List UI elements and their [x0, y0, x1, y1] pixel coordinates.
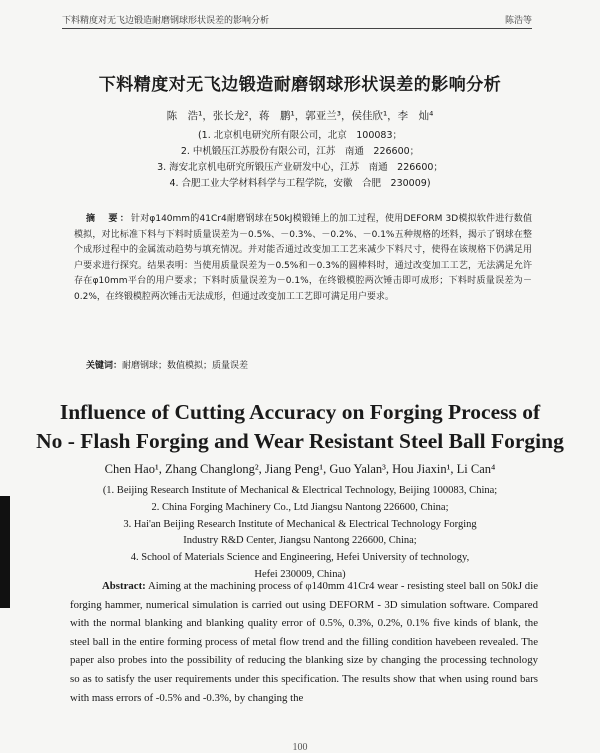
- english-title: [0, 398, 600, 456]
- chinese-affiliation-line: (1. 北京机电研究所有限公司，北京 100083；: [197, 130, 403, 141]
- chinese-affiliations: [0, 128, 600, 192]
- running-header: [62, 10, 532, 29]
- running-header-authors: 陈浩等: [504, 16, 532, 26]
- chinese-abstract: [74, 212, 532, 306]
- english-affiliations: [0, 483, 600, 584]
- english-authors: Chen Hao¹, Zhang Changlong², Jiang Peng¹, Guo Yalan³, Hou Jiaxin¹, Li Can⁴: [104, 462, 496, 476]
- english-affiliation-line: Industry R&D Center, Jiangsu Nantong 226600, China;: [183, 535, 417, 547]
- chinese-keywords: [86, 358, 526, 371]
- scan-edge-shadow: [0, 496, 10, 608]
- english-affiliation-line: 3. Hai'an Beijing Research Institute of Mechanical & Electrical Technology Forging: [123, 518, 477, 530]
- english-abstract-text: Aiming at the machining process of φ140mm 41Cr4 wear - resisting steel ball on 50kJ die forging hammer, numerical simulation is carried out using DEFORM - 3D simulation software. Compared with the normal blanking and blanking quality error of 0.5%, 0.3%, 0.2%, 0.1% five kinds of blank, the steel ball in the entire forming process of metal flow trend and the filling condition havebeen revealed. The paper also probes into the possibility of reducing the blanking size by changing the processing technology so as to satisfy the user requirements under this specification. The results show that when using round bars with mass errors of -0.5% and -0.3%, by changing the: [70, 580, 538, 704]
- chinese-abstract-text: 针对φ140mm的41Cr4耐磨钢球在50kJ模锻锤上的加工过程，使用DEFORM 3D模拟软件进行数值模拟，对比标准下料与下料时质量误差为－0.5%、－0.3%、－0.2%、－0.1%五种规格的坯料，揭示了钢球在整个成形过程中的金属流动趋势与填充情况。并对能否通过改变加工工艺来减少下料尺寸，使得在该规格下仍满足用户要求进行探究。结果表明：当使用质量误差为－0.5%和－0.3%的圆棒料时，通过改变加工工艺，无法满足允许存在φ10mm平台的用户要求；下料时质量误差为－0.1%，在终锻模腔两次锤击即可成形；下料时质量误差为－0.2%，在终锻模腔两次锤击无法成形，但通过改变加工工艺即可满足用户要求。: [74, 214, 532, 302]
- english-affiliation-line: 2. China Forging Machinery Co., Ltd Jiangsu Nantong 226600, China;: [151, 501, 449, 513]
- chinese-keywords-text: 耐磨钢球；数值模拟；质量误差: [122, 361, 249, 371]
- chinese-affiliation-line: 4. 合肥工业大学材料科学与工程学院，安徽 合肥 230009): [169, 178, 431, 189]
- chinese-affiliation-line: 2. 中机锻压江苏股份有限公司，江苏 南通 226600；: [180, 146, 420, 157]
- english-title-line: No - Flash Forging and Wear Resistant Steel Ball Forging: [36, 429, 564, 453]
- english-affiliation-line: 4. School of Materials Science and Engineering, Hefei University of technology,: [130, 552, 470, 564]
- running-header-title: 下料精度对无飞边锻造耐磨钢球形状误差的影响分析: [62, 16, 270, 26]
- english-title-line: Influence of Cutting Accuracy on Forging Process of: [59, 400, 541, 424]
- english-abstract-label: Abstract:: [102, 580, 146, 592]
- page-number: 100: [292, 742, 308, 753]
- chinese-authors: 陈 浩¹，张长龙²，蒋 鹏¹，郭亚兰³，侯佳欣¹，李 灿⁴: [166, 110, 434, 122]
- english-abstract: [70, 577, 538, 707]
- english-affiliation-line: Hefei 230009, China): [254, 568, 346, 580]
- chinese-affiliation-line: 3. 海安北京机电研究所锻压产业研发中心，江苏 南通 226600；: [157, 162, 443, 173]
- english-affiliation-line: (1. Beijing Research Institute of Mechanical & Electrical Technology, Beijing 100083, China;: [102, 485, 498, 496]
- chinese-title: 下料精度对无飞边锻造耐磨钢球形状误差的影响分析: [98, 75, 502, 95]
- chinese-keywords-label: 关键词：: [86, 361, 123, 371]
- chinese-abstract-label: 摘 要：: [86, 214, 131, 224]
